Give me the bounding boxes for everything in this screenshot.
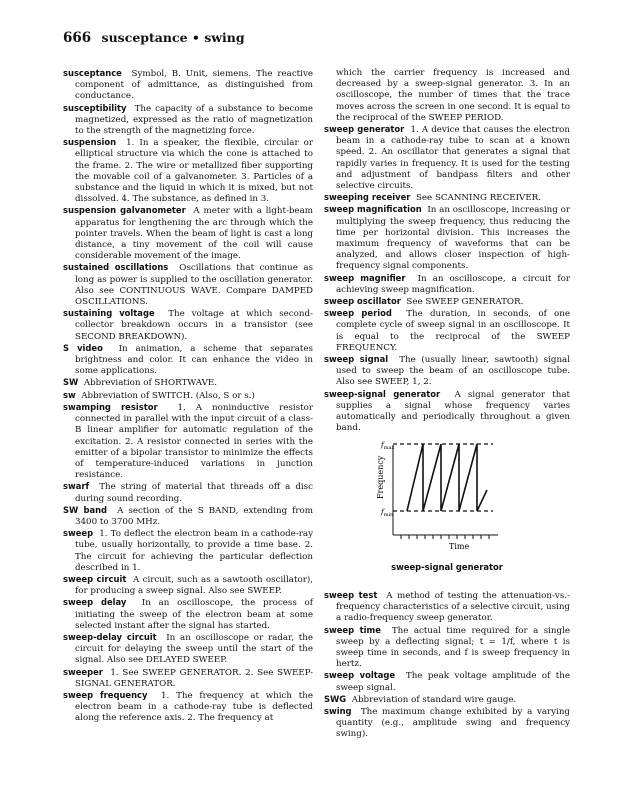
entry-definition: The duration, in seconds, of one complete cycle of sweep signal in an oscilloscope. It is equal to the reciprocal of the SWEEP FREQUENCY. xyxy=(336,309,570,353)
entry-term: sweeping receiver xyxy=(324,192,411,203)
entry-definition: 1. The frequency at which the electron beam in a cathode-ray tube is deflected along the reference axis. 2. The frequency at xyxy=(75,690,313,724)
dictionary-entry xyxy=(324,694,570,706)
entry-definition: The (usually linear, sawtooth) signal used to sweep the beam of an oscilloscope tube. Also see SWEEP, 1, 2. xyxy=(336,355,571,388)
entry-definition: See SWEEP GENERATOR. xyxy=(406,297,524,308)
entry-term: sweep magnifier xyxy=(324,272,406,283)
dictionary-entry xyxy=(324,590,570,625)
page-number: 666 xyxy=(63,30,92,46)
entry-term: sweep magnification xyxy=(324,204,422,215)
entry-definition: See SCANNING RECEIVER. xyxy=(415,193,541,204)
entry-definition: In an oscilloscope, increasing or multiplying the sweep frequency, thus reducing the time per horizontal division. This increases the maximum frequency of waveforms that can be analyzed, and allows closer inspection of high-frequency signal components. xyxy=(336,205,570,272)
entry-term: sweep voltage xyxy=(324,670,396,681)
dictionary-entry xyxy=(324,124,570,192)
dictionary-entry xyxy=(324,204,570,272)
entry-definition: In an oscilloscope or radar, the circuit for delaying the sweep until the start of the signal. Also see DELAYED SWEEP. xyxy=(75,632,313,666)
figure-caption: sweep-signal generator xyxy=(391,562,503,572)
y-axis-label: Frequency xyxy=(376,455,385,499)
entry-term: sweeper xyxy=(63,666,103,677)
entry-term: SWG xyxy=(324,693,347,704)
entry-definition: The actual time required for a single sweep by a deflecting signal; t = 1/f, where t is sweep time in seconds, and f is sweep frequency in hertz. xyxy=(336,625,571,670)
entry-definition: 1. A noninductive resistor connected in parallel with the input circuit of a class-B linear amplifier for automatic regulation of the excitation. 2. A resistor connected in series with the emitter of a bipolar transistor to minimize the effects of temperature-induced variations in junction resistance. xyxy=(75,402,313,481)
entry-definition: The capacity of a substance to become magnetized, expressed as the ratio of magnetization to the strength of the magnetizing force. xyxy=(75,103,313,137)
fmax-label: $f_{max}$ xyxy=(381,440,395,451)
right-column-top xyxy=(324,68,570,435)
dictionary-entry xyxy=(63,505,313,528)
entry-definition: Abbreviation of SWITCH. (Also, S or s.) xyxy=(81,390,255,401)
entry-term: sweep signal xyxy=(324,354,389,365)
entry-term: swarf xyxy=(63,481,90,492)
entry-definition: A circuit, such as a sawtooth oscillator), for producing a sweep signal. Also see SWEEP. xyxy=(75,574,314,597)
entry-definition: A meter with a light-beam apparatus for lengthening the arc through which the pointer travels. When the beam of light is cast a long distance, a tiny movement of the coil will cause considerable movement of the image. xyxy=(75,206,313,262)
dictionary-entry xyxy=(63,481,313,504)
dictionary-entry xyxy=(63,402,313,481)
entry-term: SW band xyxy=(63,504,108,515)
dictionary-entry xyxy=(324,273,570,296)
entry-term: sustaining voltage xyxy=(63,308,155,319)
sawtooth-diagram xyxy=(371,435,501,555)
dictionary-entry xyxy=(324,192,570,204)
right-column-bottom xyxy=(324,590,570,741)
dictionary-entry xyxy=(63,574,313,597)
entry-term: sweep-delay circuit xyxy=(63,631,157,642)
entry-term: sweep circuit xyxy=(63,573,127,584)
sweep-figure xyxy=(371,435,501,575)
dictionary-entry xyxy=(63,528,313,574)
entry-term: sweep xyxy=(63,528,94,539)
entry-definition: A method of testing the attenuation-vs.-frequency characteristics of a selective circuit, using a radio-frequency sweep generator. xyxy=(336,591,570,624)
entry-term: sweep test xyxy=(324,590,378,600)
entry-term: susceptance xyxy=(63,68,122,78)
fmin-label: $f_{min}$ xyxy=(381,507,394,518)
entry-definition: The voltage at which second-collector breakdown occurs in a transistor (see SECOND BREAKDOWN). xyxy=(75,309,313,342)
dictionary-entry xyxy=(324,670,570,693)
entry-definition: Oscillations that continue as long as power is supplied to the oscillation generator. Also see CONTINUOUS WAVE. Compare DAMPED OSCILLATIONS. xyxy=(75,263,313,308)
dictionary-entry xyxy=(63,343,313,378)
dictionary-entry xyxy=(324,354,570,389)
dictionary-entry xyxy=(324,625,570,671)
dictionary-entry xyxy=(63,137,313,205)
entry-definition: 1. To deflect the electron beam in a cathode-ray tube, usually horizontally, to provide a time base. 2. The circuit for achieving the particular deflection described in 1. xyxy=(75,529,313,573)
dictionary-entry xyxy=(63,308,313,343)
entry-term: sweep-signal generator xyxy=(324,388,441,399)
entry-term: sw xyxy=(63,389,76,400)
entry-definition: 1. In a speaker, the flexible, circular or elliptical structure via which the cone is attached to the frame. 2. The wire or metallized fiber supporting the movable coil of a galvanometer. 3. Particles of a substance and the liquid in which it is mixed, but not dissolved. 4. The substance, as defined in 3. xyxy=(75,138,313,205)
entry-definition: The peak voltage amplitude of the sweep signal. xyxy=(336,671,570,693)
dictionary-entry xyxy=(63,205,313,262)
dictionary-entry xyxy=(324,308,570,354)
entry-definition: A signal generator that supplies a signal whose frequency varies automatically and periodically throughout a given band. xyxy=(336,389,570,434)
dictionary-entry xyxy=(63,390,313,402)
entry-term: sweep frequency xyxy=(63,689,148,700)
dictionary-entry xyxy=(324,706,570,741)
entry-term: sweep generator xyxy=(324,124,405,135)
header-title: susceptance • swing xyxy=(101,30,245,45)
dictionary-entry xyxy=(324,296,570,308)
dictionary-entry xyxy=(63,632,313,667)
dictionary-entry xyxy=(63,597,313,632)
entry-definition: The maximum change exhibited by a varying quantity (e.g., amplitude swing and frequency swing). xyxy=(336,707,570,740)
entry-definition: In animation, a scheme that separates brightness and color. It can enhance the video in some applications. xyxy=(75,343,313,377)
dictionary-entry xyxy=(63,667,313,690)
left-column xyxy=(63,68,313,725)
dictionary-entry xyxy=(63,68,313,103)
entry-term: swamping resistor xyxy=(63,401,158,412)
entry-definition: 1. See SWEEP GENERATOR. 2. See SWEEP-SIGNAL GENERATOR. xyxy=(75,667,313,689)
entry-definition: Abbreviation of SHORTWAVE. xyxy=(83,378,217,389)
entry-definition: which the carrier frequency is increased and decreased by a sweep-signal generator. 3. In an oscilloscope, the number of times that the trace moves across the screen in one second. It is equal to the reciprocal of the SWEEP PERIOD. xyxy=(336,68,570,123)
dictionary-entry xyxy=(63,690,313,725)
entry-term: SW xyxy=(63,377,79,388)
sawtooth-wave xyxy=(407,444,487,511)
dictionary-entry xyxy=(63,377,313,389)
entry-term: swing xyxy=(324,706,352,717)
entry-term: sweep time xyxy=(324,624,381,635)
entry-definition: Symbol, B. Unit, siemens. The reactive component of admittance, as distinguished from conductance. xyxy=(75,69,314,102)
dictionary-entry xyxy=(63,262,313,308)
entry-term: suspension xyxy=(63,137,117,148)
entry-term: sweep oscillator xyxy=(324,296,401,307)
entry-definition: A section of the S BAND, extending from 3400 to 3700 MHz. xyxy=(75,505,313,527)
entry-definition: In an oscilloscope, the process of initiating the sweep of the electron beam at some selected instant after the signal has started. xyxy=(75,598,313,631)
entry-definition: Abbreviation of standard wire gauge. xyxy=(351,694,517,705)
entry-term: sweep delay xyxy=(63,597,127,608)
x-axis-label: Time xyxy=(449,542,470,551)
dictionary-entry xyxy=(324,389,570,435)
entry-definition: In an oscilloscope, a circuit for achieving sweep magnification. xyxy=(336,273,570,295)
entry-term: susceptibility xyxy=(63,102,127,113)
entry-term: S video xyxy=(63,342,103,353)
entry-definition: 1. A device that causes the electron beam in a cathode-ray tube to scan at a known speed. 2. An oscillator that generates a signal that rapidly varies in frequency. It is used for the testing and adjustment of bandpass filters and other selective circuits. xyxy=(336,125,571,192)
dictionary-entry xyxy=(63,103,313,138)
x-ticks xyxy=(401,535,489,539)
entry-term: suspension galvanometer xyxy=(63,205,186,216)
dictionary-entry xyxy=(324,68,570,124)
running-header xyxy=(63,30,245,46)
entry-term: sustained oscillations xyxy=(63,262,169,273)
entry-term: sweep period xyxy=(324,308,392,319)
entry-definition: The string of material that threads off a disc during sound recording. xyxy=(75,482,313,504)
